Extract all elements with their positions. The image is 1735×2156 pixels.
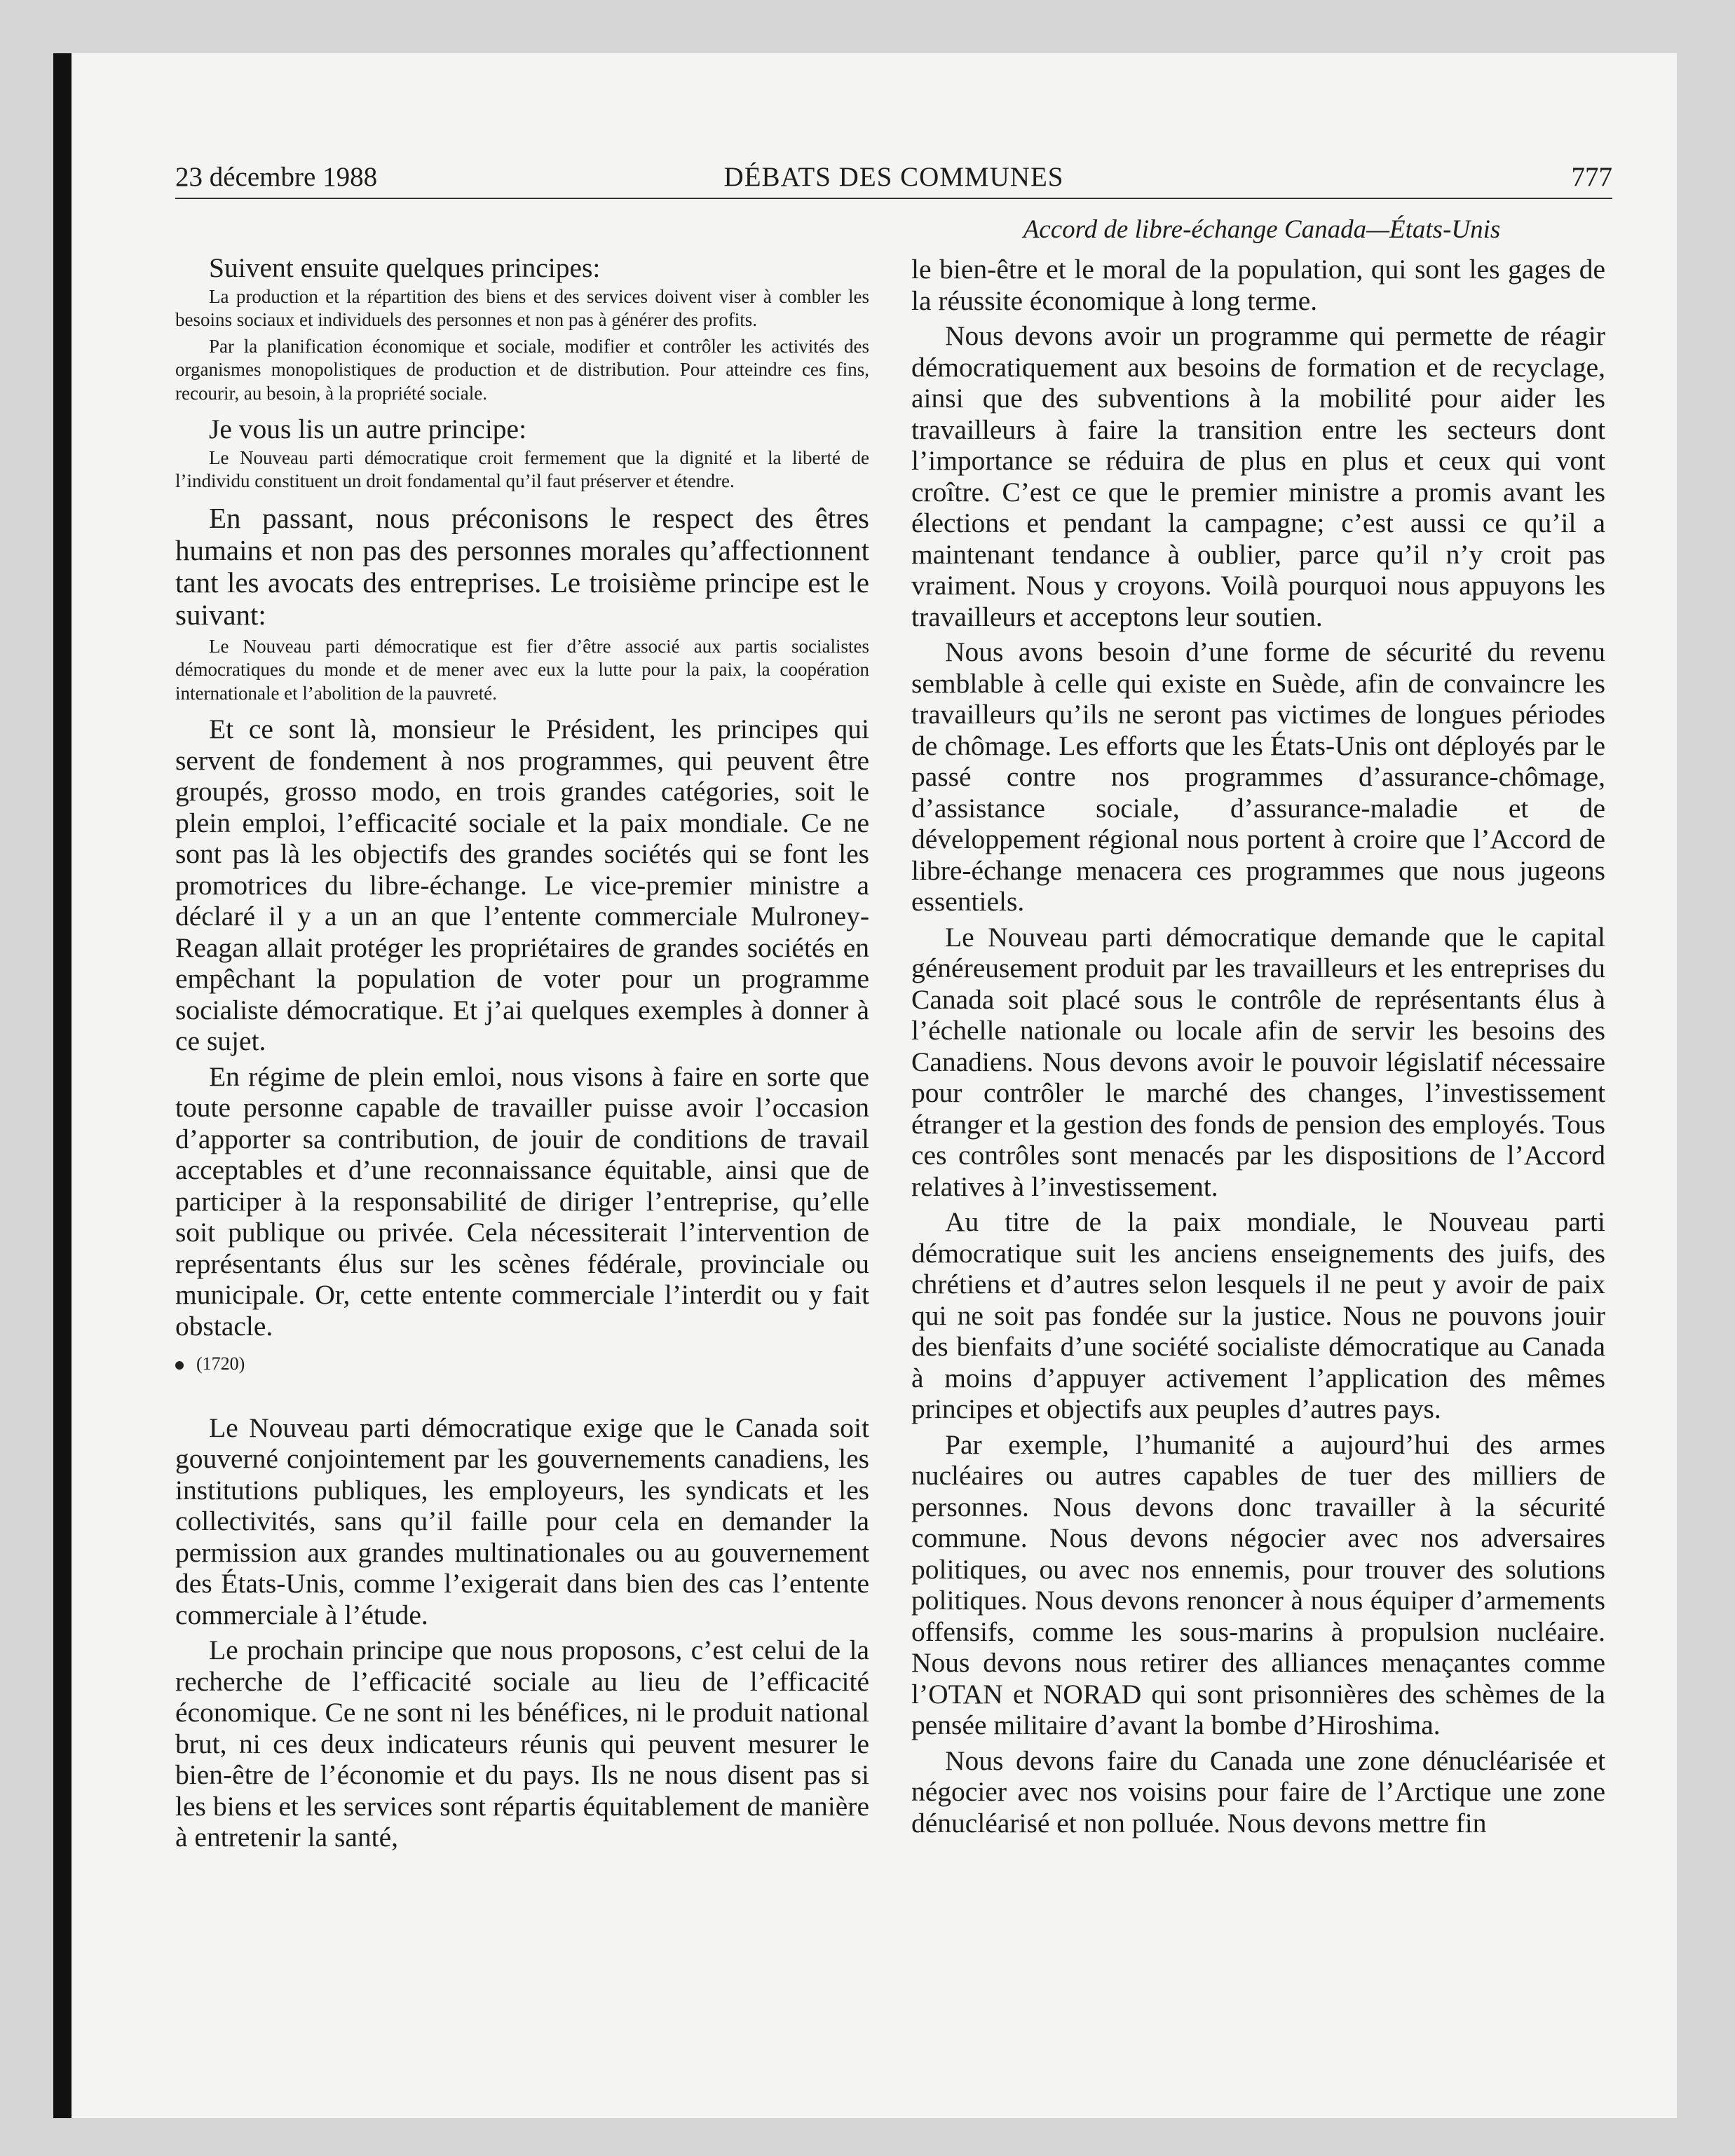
running-header bbox=[175, 161, 1612, 199]
continued-paragraph: le bien-être et le moral de la population, qui sont les gages de la réussite économique à long terme. bbox=[911, 254, 1605, 316]
quote-paragraph: Le Nouveau parti démocratique croit fermement que la dignité et la liberté de l’individu constituent un droit fondamental qu’il faut préserver et étendre. bbox=[175, 446, 869, 491]
body-paragraph: En passant, nous préconisons le respect des êtres humains et non pas des personnes morales qu’affectionnent tant les avocats des entreprises. Le troisième principe est le suivant: bbox=[175, 501, 869, 631]
body-paragraph: Par exemple, l’humanité a aujourd’hui des armes nucléaires ou autres capables de tuer des milliers de personnes. Nous devons donc travailler à la sécurité commune. Nous devons négocier avec nos adversaires politiques, ou avec nos ennemis, pour trouver des solutions politiques. Nous devons renoncer à nous équiper d’armements offensifs, comme les sous-marins à propulsion nucléaire. Nous devons nous retirer des alliances menaçantes comme l’OTAN et NORAD qui sont prisonnières des schèmes de la pensée militaire d’avant la bombe d’Hiroshima. bbox=[911, 1428, 1605, 1740]
quoted-principle bbox=[175, 635, 869, 706]
body-paragraph: Au titre de la paix mondiale, le Nouveau parti démocratique suit les anciens enseignements des juifs, des chrétiens et d’autres selon lesquels il ne peut y avoir de paix qui ne soit pas fondée sur la justice. Nous ne pouvons jouir des bienfaits d’une société socialiste démocratique au Canada à moins d’appuyer activement l’application des mêmes principes et objectifs aux peuples d’autres pays. bbox=[911, 1206, 1605, 1424]
body-paragraph: Le Nouveau parti démocratique exige que le Canada soit gouverné conjointement par les gouvernements canadiens, les institutions publiques, les employeurs, les syndicats et les collectivités, sans qu’il faille pour cela en demander la permission aux grandes multinationales ou au gouvernement des États-Unis, comme l’exigerait dans bien des cas l’entente commerciale à l’étude. bbox=[175, 1412, 869, 1630]
body-paragraph: Le prochain principe que nous proposons, c’est celui de la recherche de l’efficacité sociale au lieu de l’efficacité économique. Ce ne sont ni les bénéfices, ni le produit national brut, ni ces deux indicateurs réunis qui peuvent mesurer le bien-être de l’économie et du pays. Ils ne nous disent pas si les biens et les services sont répartis équitablement de manière à entretenir la santé, bbox=[175, 1635, 869, 1853]
body-paragraph: Le Nouveau parti démocratique demande que le capital généreusement produit par les travailleurs et les entreprises du Canada soit placé sous le contrôle de représentants élus à l’échelle nationale ou locale afin de servir les besoins des Canadiens. Nous devons avoir le pouvoir législatif nécessaire pour contrôler le marché des changes, l’investissement étranger et la gestion des fonds de pension des employés. Tous ces contrôles sont menacés par les dispositions de l’Accord relatives à l’investissement. bbox=[911, 921, 1605, 1202]
section-subheader: Accord de libre-échange Canada—États-Unis bbox=[1023, 215, 1501, 244]
quoted-principle bbox=[175, 446, 869, 493]
scan-edge bbox=[53, 53, 72, 2118]
left-column bbox=[175, 252, 869, 1857]
body-paragraph: Nous avons besoin d’une forme de sécurité du revenu semblable à celle qui existe en Suède, afin de convaincre les travailleurs qu’ils ne seront pas victimes de longues périodes de chômage. Les efforts que les États-Unis ont déployés par le passé contre nos programmes d’assurance-chômage, d’assistance sociale, d’assurance-maladie et de développement régional nous portent à croire que l’Accord de libre-échange menacera ces programmes que nous jugeons essentiels. bbox=[911, 636, 1605, 917]
header-date: 23 décembre 1988 bbox=[175, 162, 378, 192]
header-title: DÉBATS DES COMMUNES bbox=[723, 162, 1064, 192]
body-paragraph: Et ce sont là, monsieur le Président, les principes qui servent de fondement à nos programmes, qui peuvent être groupés, grosso modo, en trois grandes catégories, soit le plein emploi, l’efficacité sociale et la paix mondiale. Ce ne sont pas là les objectifs des grandes sociétés qui se font les promotrices du libre-échange. Le vice-premier ministre a déclaré il y a un an que l’entente commerciale Mulroney-Reagan allait protéger les propriétaires de grandes sociétés en empêchant la population de voter pour un programme socialiste démocratique. Et j’ai quelques exemples à donner à ce sujet. bbox=[175, 714, 869, 1056]
lead-text: Je vous lis un autre principe: bbox=[209, 414, 527, 444]
lead-text: Suivent ensuite quelques principes: bbox=[209, 252, 601, 283]
quote-paragraph: Le Nouveau parti démocratique est fier d’être associé aux partis socialistes démocratiques du monde et de mener avec eux la lutte pour la paix, la coopération internationale et l’abolition de la pauvreté. bbox=[175, 635, 869, 704]
timestamp bbox=[175, 1349, 869, 1380]
body-paragraph: Nous devons faire du Canada une zone dénucléarisée et négocier avec nos voisins pour faire de l’Arctique une zone dénucléarisé et non polluée. Nous devons mettre fin bbox=[911, 1745, 1605, 1838]
body-paragraph: Nous devons avoir un programme qui permette de réagir démocratiquement aux besoins de formation et de recyclage, ainsi que des subventions à la mobilité pour aider les travailleurs à faire la transition entre les secteurs dont l’importance se réduira de plus en plus et ceux qui vont croître. C’est ce que le premier ministre a promis avant les élections et pendant la campagne; c’est aussi ce qu’il a maintenant tendance à oublier, parce qu’il n’y croit pas vraiment. Nous y croyons. Voilà pourquoi nous appuyons les travailleurs et acceptons leur soutien. bbox=[911, 320, 1605, 632]
timestamp-text: (1720) bbox=[196, 1353, 245, 1374]
quote-paragraph: Par la planification économique et sociale, modifier et contrôler les activités des organismes monopolistiques de production et de distribution. Pour atteindre ces fins, recourir, au besoin, à la propriété sociale. bbox=[175, 335, 869, 404]
quoted-principles bbox=[175, 285, 869, 406]
bullet-icon bbox=[175, 1361, 184, 1370]
right-column bbox=[911, 254, 1605, 1843]
body-paragraph: En régime de plein emloi, nous visons à faire en sorte que toute personne capable de travailler puisse avoir l’occasion d’apporter sa contribution, de jouir de conditions de travail acceptables et d’une reconnaissance équitable, ainsi que de participer à la responsabilité de diriger l’entreprise, qu’elle soit publique ou privée. Cela nécessiterait l’intervention de représentants élus sur les scènes fédérale, provinciale ou municipale. Or, cette entente commerciale l’interdit ou y fait obstacle. bbox=[175, 1060, 869, 1342]
quote-paragraph: La production et la répartition des biens et des services doivent viser à combler les besoins sociaux et individuels des personnes et non pas à générer des profits. bbox=[175, 285, 869, 330]
page-number: 777 bbox=[1571, 162, 1612, 192]
